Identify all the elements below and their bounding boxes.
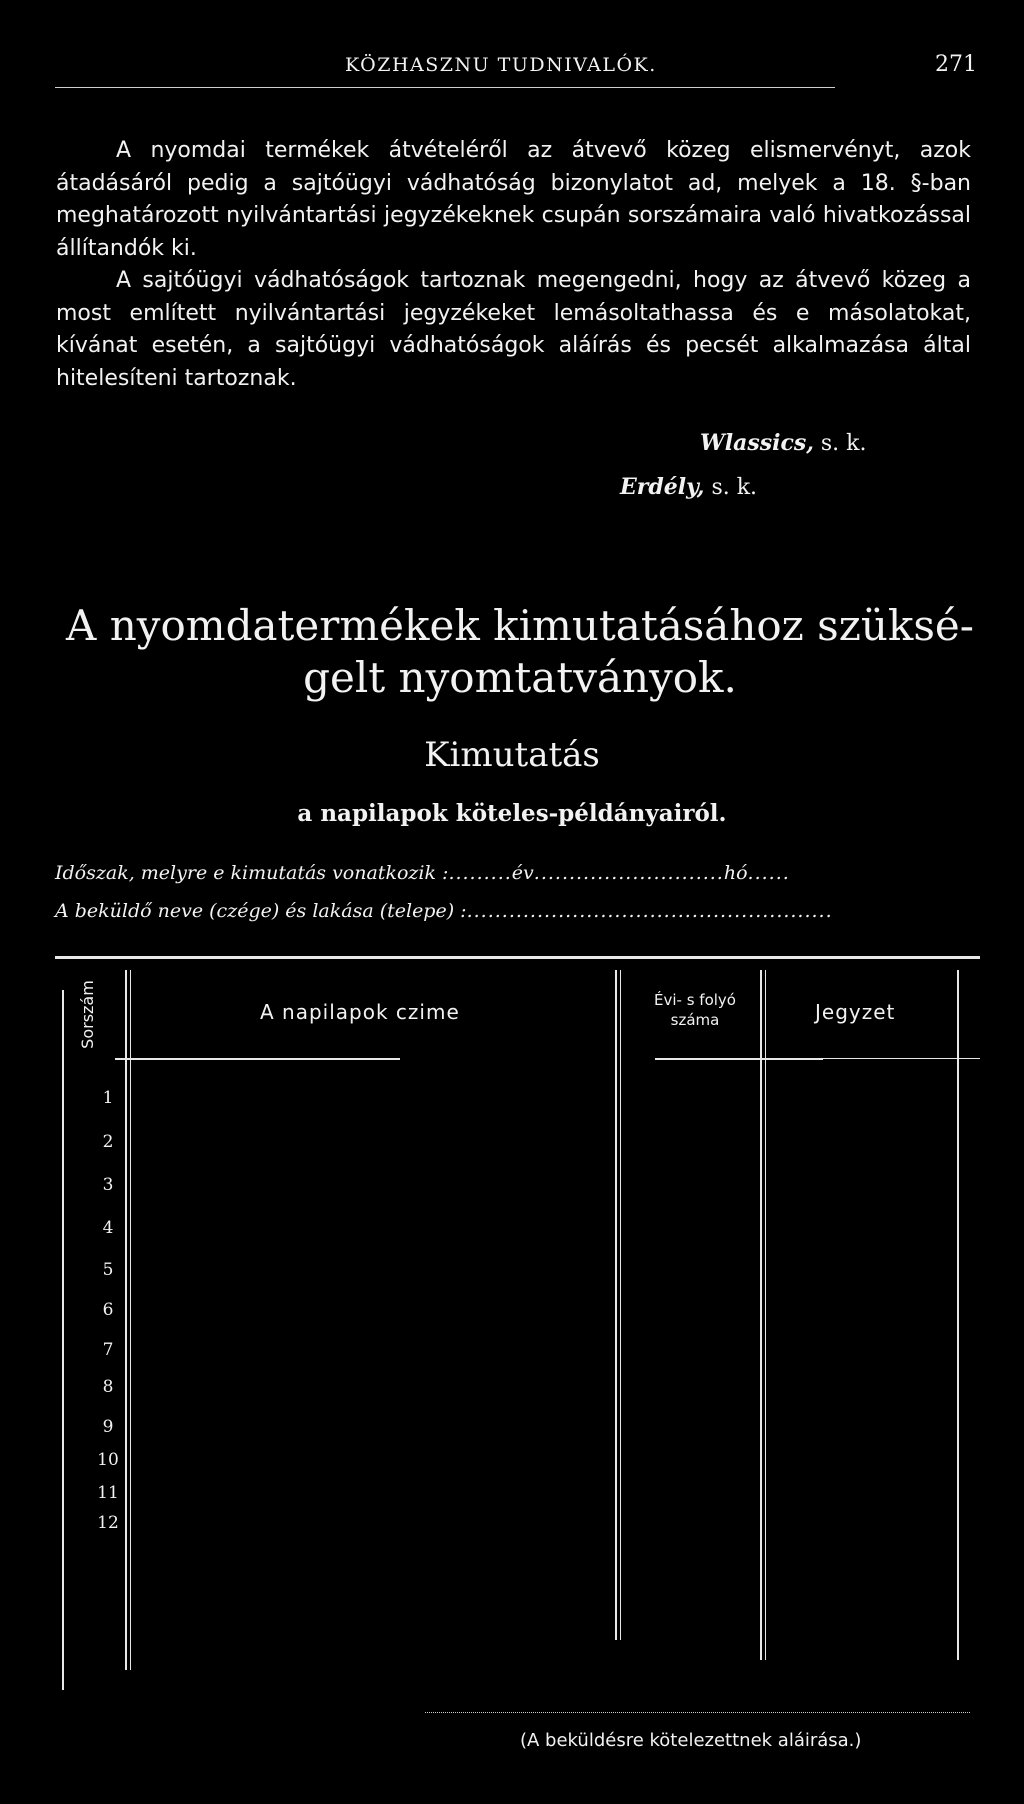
signature-line [425, 1712, 970, 1714]
header-issue: Évi- s folyó száma [654, 991, 736, 1029]
row-number: 1 [102, 1088, 114, 1108]
row-number: 2 [102, 1132, 114, 1152]
column-divider-2 [615, 970, 617, 1640]
signature-wlassics [700, 430, 867, 456]
body-text [56, 135, 971, 395]
page-header [0, 42, 1024, 82]
running-title: KÖZHASZNU TUDNIVALÓK. [345, 54, 657, 76]
row-number: 9 [102, 1417, 114, 1437]
row-number: 12 [97, 1513, 119, 1533]
column-divider-1b [130, 970, 131, 1670]
row-number: 5 [102, 1260, 114, 1280]
main-title [40, 600, 1000, 704]
header-title: A napilapok czime [260, 1000, 460, 1024]
row-number: 10 [97, 1450, 119, 1470]
subtitle: Kimutatás [424, 735, 600, 775]
table-right-border [957, 970, 959, 1660]
column-divider-3 [760, 970, 762, 1660]
table-left-border [62, 990, 64, 1690]
signature-name: Erdély, [620, 474, 705, 500]
header-rule [55, 87, 835, 88]
sender-line: A beküldő neve (czége) és lakása (telepe) :.................................................... [55, 900, 833, 922]
main-title-line-1: A nyomdatermékek kimutatásához szüksé- [66, 601, 974, 650]
column-divider-1 [125, 970, 127, 1670]
row-number: 4 [102, 1218, 114, 1238]
header-bottom-rule-mid [655, 1058, 823, 1060]
subsubtitle: a napilapok köteles-példányairól. [297, 800, 727, 827]
header-note: Jegyzet [815, 1000, 896, 1024]
signature-suffix: s. k. [711, 475, 758, 500]
column-divider-3b [765, 970, 766, 1660]
page-number: 271 [935, 52, 977, 77]
header-bottom-rule-left [115, 1058, 400, 1060]
main-title-line-2: gelt nyomtatványok. [303, 653, 737, 702]
month-label: hó [723, 862, 748, 884]
header-number-cell [75, 975, 135, 1055]
form-table [55, 950, 980, 1700]
signature-suffix: s. k. [820, 431, 867, 456]
row-number: 6 [102, 1300, 114, 1320]
period-label: Időszak, melyre e kimutatás vonatkozik : [55, 862, 449, 884]
signature-erdely [620, 474, 757, 500]
year-label: év [511, 862, 534, 884]
header-number: Sorszám [77, 980, 97, 1049]
column-divider-2b [620, 970, 621, 1640]
header-bottom-rule-right [815, 1058, 980, 1059]
period-line: Időszak, melyre e kimutatás vonatkozik :.........év...........................hó...... [55, 862, 790, 884]
signature-caption: (A beküldésre kötelezettnek aláirása.) [520, 1730, 862, 1751]
row-number: 3 [102, 1175, 114, 1195]
row-number: 11 [97, 1483, 119, 1503]
sender-label: A beküldő neve (czége) és lakása (telepe) : [55, 900, 467, 922]
row-number: 7 [102, 1340, 114, 1360]
table-top-rule [55, 956, 980, 959]
signature-name: Wlassics, [700, 430, 814, 456]
row-number: 8 [102, 1377, 114, 1397]
paragraph-1: A nyomdai termékek átvételéről az átvevő közeg elismervényt, azok átadásáról pedig a sajtóügyi vádhatóság bizonylatot ad, melyek a 18. §-ban meghatározott nyilvántartási jegyzékeknek csupán sorszámaira való hivatkozással állítandók ki. [56, 138, 971, 261]
paragraph-2: A sajtóügyi vádhatóságok tartoznak megengedni, hogy az átvevő közeg a most említett nyilvántartási jegyzékeket lemásoltathassa és e másolatokat, kívánat esetén, a sajtóügyi vádhatóságok aláírás és pecsét alkalmazása által hitelesíteni tartoznak. [56, 268, 971, 391]
